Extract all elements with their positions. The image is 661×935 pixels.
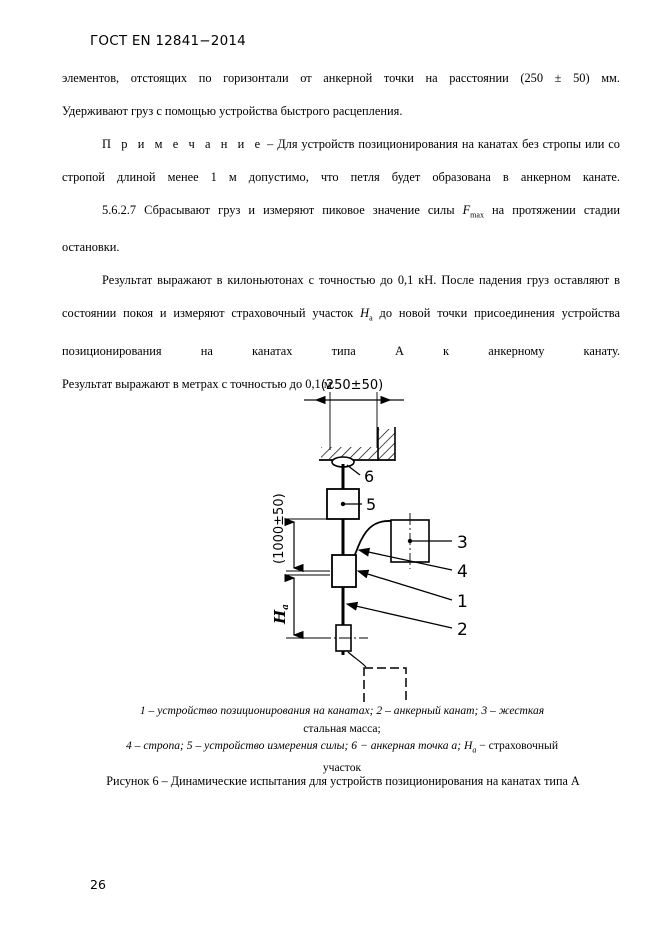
symbol-f-max-subscript: max bbox=[470, 210, 484, 220]
legend-line-1: 1 – устройство позиционирования на канатах; 2 – анкерный канат; 3 – жесткая bbox=[139, 704, 545, 717]
paragraph-result-kn bbox=[62, 264, 620, 367]
clause-text-after: на протяжении стадии остановки. bbox=[62, 203, 621, 255]
suspended-mass-dashed bbox=[348, 652, 406, 702]
result-text-before: Результат выражают в килоньютонах с точностью до 0,1 кН. После падения груз оставляют в состоянии покоя и измеряют страховочный участок bbox=[62, 273, 620, 321]
callout-label-2: 2 bbox=[457, 620, 468, 640]
dimension-label-ha: $H_a$ bbox=[271, 603, 291, 624]
page-header: ГОСТ EN 12841−2014 bbox=[90, 33, 246, 49]
body-text-block bbox=[62, 62, 620, 401]
legend-ha-subscript: a bbox=[472, 745, 477, 755]
force-measuring-device-5 bbox=[327, 489, 376, 519]
page-number: 26 bbox=[90, 877, 106, 892]
symbol-h-a: H bbox=[360, 306, 370, 321]
vertical-dimension-1000 bbox=[272, 493, 330, 571]
paragraph-5-6-2-7 bbox=[62, 194, 620, 264]
callout-label-1: 1 bbox=[457, 592, 468, 612]
vertical-dimension-ha bbox=[271, 575, 330, 638]
figure-legend bbox=[62, 702, 622, 776]
paragraph-continuation: элементов, отстоящих по горизонтали от анкерной точки на расстоянии (250 ± 50) мм. bbox=[62, 71, 620, 85]
dimension-label-1000: (1000±50) bbox=[272, 493, 287, 564]
rope-adjustment-device-1 bbox=[332, 555, 356, 587]
figure-6-diagram bbox=[0, 372, 661, 702]
legend-line-4: участок bbox=[322, 760, 362, 774]
clause-text-before: Сбрасывают груз и измеряют пиковое значение силы bbox=[144, 203, 463, 217]
figure-title: Рисунок 6 – Динамические испытания для устройств позиционирования на канатах типа А bbox=[106, 774, 580, 788]
clause-number: 5.6.2.7 bbox=[102, 203, 137, 217]
legend-line-2: стальная масса; bbox=[303, 721, 381, 735]
callout-label-5: 5 bbox=[366, 495, 377, 514]
callout-label-3: 3 bbox=[457, 533, 468, 553]
anchor-point-6 bbox=[332, 457, 374, 486]
legend-line-3: 4 – стропа; 5 – устройство измерения силы; 6 − анкерная точка a; $H_a$ − страховочный bbox=[125, 739, 559, 755]
paragraph-note bbox=[62, 128, 620, 194]
note-label: П р и м е ч а н и е bbox=[102, 137, 264, 151]
paragraph-hold-load: Удерживают груз с помощью устройства быстрого расцепления. bbox=[62, 104, 403, 118]
callout-label-6: 6 bbox=[364, 467, 375, 486]
paragraph-result-metres: Результат выражают в метрах с точностью до 0,1 м. bbox=[62, 376, 335, 391]
dimension-label-250: (250±50) bbox=[320, 378, 384, 393]
note-text: – Для устройств позиционирования на канатах без стропы или со стропой длиной менее 1 м допустимо, что петля будет образована в анкерном канате. bbox=[62, 137, 620, 184]
symbol-h-a-subscript: a bbox=[369, 313, 373, 323]
symbol-f-max: F bbox=[462, 203, 471, 217]
result-text-after: до новой точки присоединения устройства позиционирования на канатах типа А к анкерному канату. bbox=[62, 306, 620, 358]
rigid-steel-mass-3 bbox=[391, 513, 468, 569]
callout-label-4: 4 bbox=[457, 562, 468, 582]
